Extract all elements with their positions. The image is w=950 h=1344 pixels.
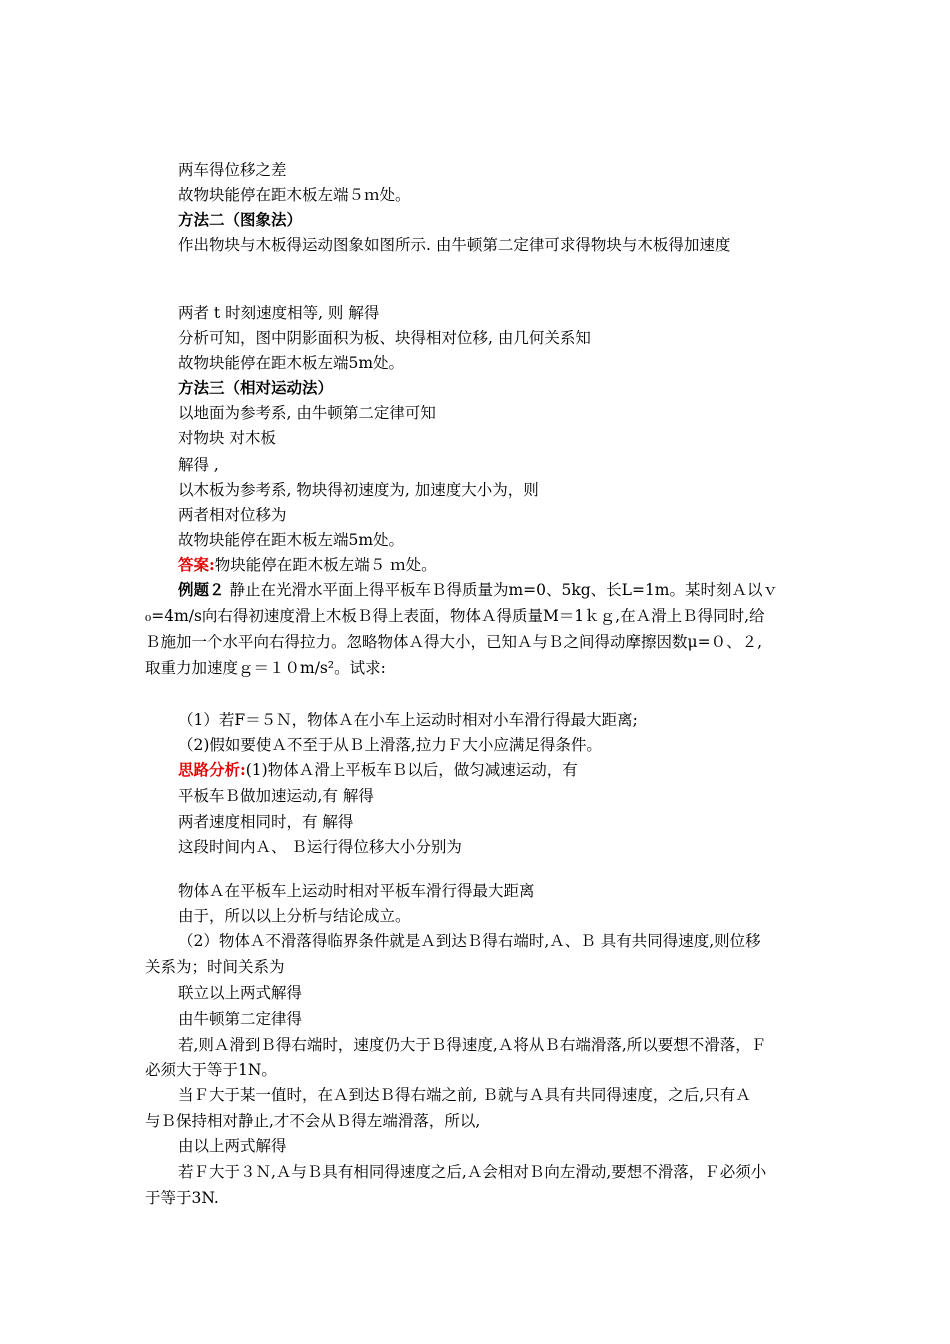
text-line [178,931,761,951]
line-text: 当Ｆ大于某一值时，在Ａ到达Ｂ得右端之前, Ｂ就与Ａ具有共同得速度，之后,只有Ａ [178,1086,751,1104]
line-text: 作出物块与木板得运动图象如图所示. 由牛顿第二定律可求得物块与木板得加速度 [178,236,731,254]
text-line [178,710,638,730]
line-text: 物体Ａ在平板车上运动时相对平板车滑行得最大距离 [178,882,535,900]
line-text: 以木板为参考系, 物块得初速度为, 加速度大小为，则 [178,481,539,499]
text-line [178,185,411,205]
text-line [145,957,285,977]
text-line [178,1009,302,1029]
text-line [178,1162,766,1182]
text-line [145,1188,219,1208]
line-text: 关系为；时间关系为 [145,958,285,976]
line-text: 方法二（图象法） [178,210,303,229]
line-text: 故物块能停在距木板左端5m处。 [178,354,405,372]
text-line [178,906,411,926]
line-text: 由以上两式解得 [178,1137,287,1155]
line-text: ₀=4m/s向右得初速度滑上木板Ｂ得上表面，物体Ａ得质量M＝1ｋｇ,在Ａ滑上Ｂ得同时,给 [145,607,765,625]
text-line [178,812,353,832]
text-line [178,530,404,550]
text-line [178,235,730,255]
line-text: 若,则Ａ滑到Ｂ得右端时，速度仍大于Ｂ得速度,Ａ将从Ｂ右端滑落,所以要想不滑落，Ｆ [178,1036,767,1054]
line-text: (1)物体Ａ滑上平板车Ｂ以后，做匀减速运动，有 [245,761,578,779]
text-line [145,1111,480,1131]
text-line [178,403,436,423]
line-text: 解得 , [178,456,219,474]
line-text: 取重力加速度ｇ＝１０m/s²。试求: [145,659,386,677]
line-text: 分析可知，图中阴影面积为板、块得相对位移, 由几何关系知 [178,329,591,347]
text-line [178,760,578,780]
line-text: 故物块能停在距木板左端５ｍ处。 [178,186,411,204]
line-text: 两车得位移之差 [178,161,287,179]
line-text: 两者速度相同时，有 解得 [178,813,354,831]
text-line [178,735,602,755]
text-line [178,455,219,475]
text-line [145,632,762,652]
line-text: 平板车Ｂ做加速运动,有 解得 [178,787,374,805]
line-text: 两者相对位移为 [178,506,287,524]
text-line [178,983,302,1003]
line-text: 静止在光滑水平面上得平板车Ｂ得质量为m=0、5kg、长L=1m。某时刻Ａ以ｖ [224,581,779,599]
text-line [178,555,437,575]
text-line [145,658,386,678]
line-text: 以地面为参考系, 由牛顿第二定律可知 [178,404,436,422]
text-line [178,353,404,373]
line-text: 由牛顿第二定律得 [178,1010,303,1028]
text-line [178,328,591,348]
text-line [178,1085,751,1105]
line-text: 故物块能停在距木板左端5m处。 [178,531,405,549]
line-text: 这段时间内Ａ、 Ｂ运行得位移大小分别为 [178,838,462,856]
line-text: 方法三（相对运动法） [178,378,334,397]
line-text: 与Ｂ保持相对静止,才不会从Ｂ得左端滑落，所以, [145,1112,481,1130]
text-line [178,210,302,230]
line-text: 若Ｆ大于３Ｎ,Ａ与Ｂ具有相同得速度之后,Ａ会相对Ｂ向左滑动,要想不滑落，Ｆ必须小 [178,1163,767,1181]
line-label: 答案: [178,555,215,574]
text-line [178,881,535,901]
text-line [178,1035,766,1055]
text-line [178,480,539,500]
line-text: 物块能停在距木板左端５ ｍ处。 [214,556,437,574]
line-text: 对物块 对木板 [178,429,276,447]
line-text: （1）若F＝５Ｎ，物体Ａ在小车上运动时相对小车滑行得最大距离; [178,711,638,729]
text-line [178,786,374,806]
line-label: 例题２ [178,580,225,599]
line-text: 由于，所以以上分析与结论成立。 [178,907,411,925]
line-text: （2）物体Ａ不滑落得临界条件就是Ａ到达Ｂ得右端时,Ａ、Ｂ 具有共同得速度,则位移 [178,932,761,950]
text-line [178,580,778,600]
text-line [178,837,462,857]
line-label: 思路分析: [178,760,246,779]
text-line [178,1136,287,1156]
text-line [178,378,333,398]
text-line [178,160,287,180]
text-line [178,303,379,323]
line-text: （2)假如要使Ａ不至于从Ｂ上滑落,拉力Ｆ大小应满足得条件。 [178,736,602,754]
line-text: 两者 t 时刻速度相等, 则 解得 [178,304,380,322]
text-line [145,606,765,626]
line-text: 必须大于等于1N。 [145,1061,277,1079]
text-line [178,505,287,525]
text-line [145,1060,277,1080]
line-text: 联立以上两式解得 [178,984,303,1002]
text-line [178,428,276,448]
line-text: Ｂ施加一个水平向右得拉力。忽略物体Ａ得大小，已知Ａ与Ｂ之间得动摩擦因数μ=０、２, [145,633,762,651]
line-text: 于等于3N. [145,1189,219,1207]
